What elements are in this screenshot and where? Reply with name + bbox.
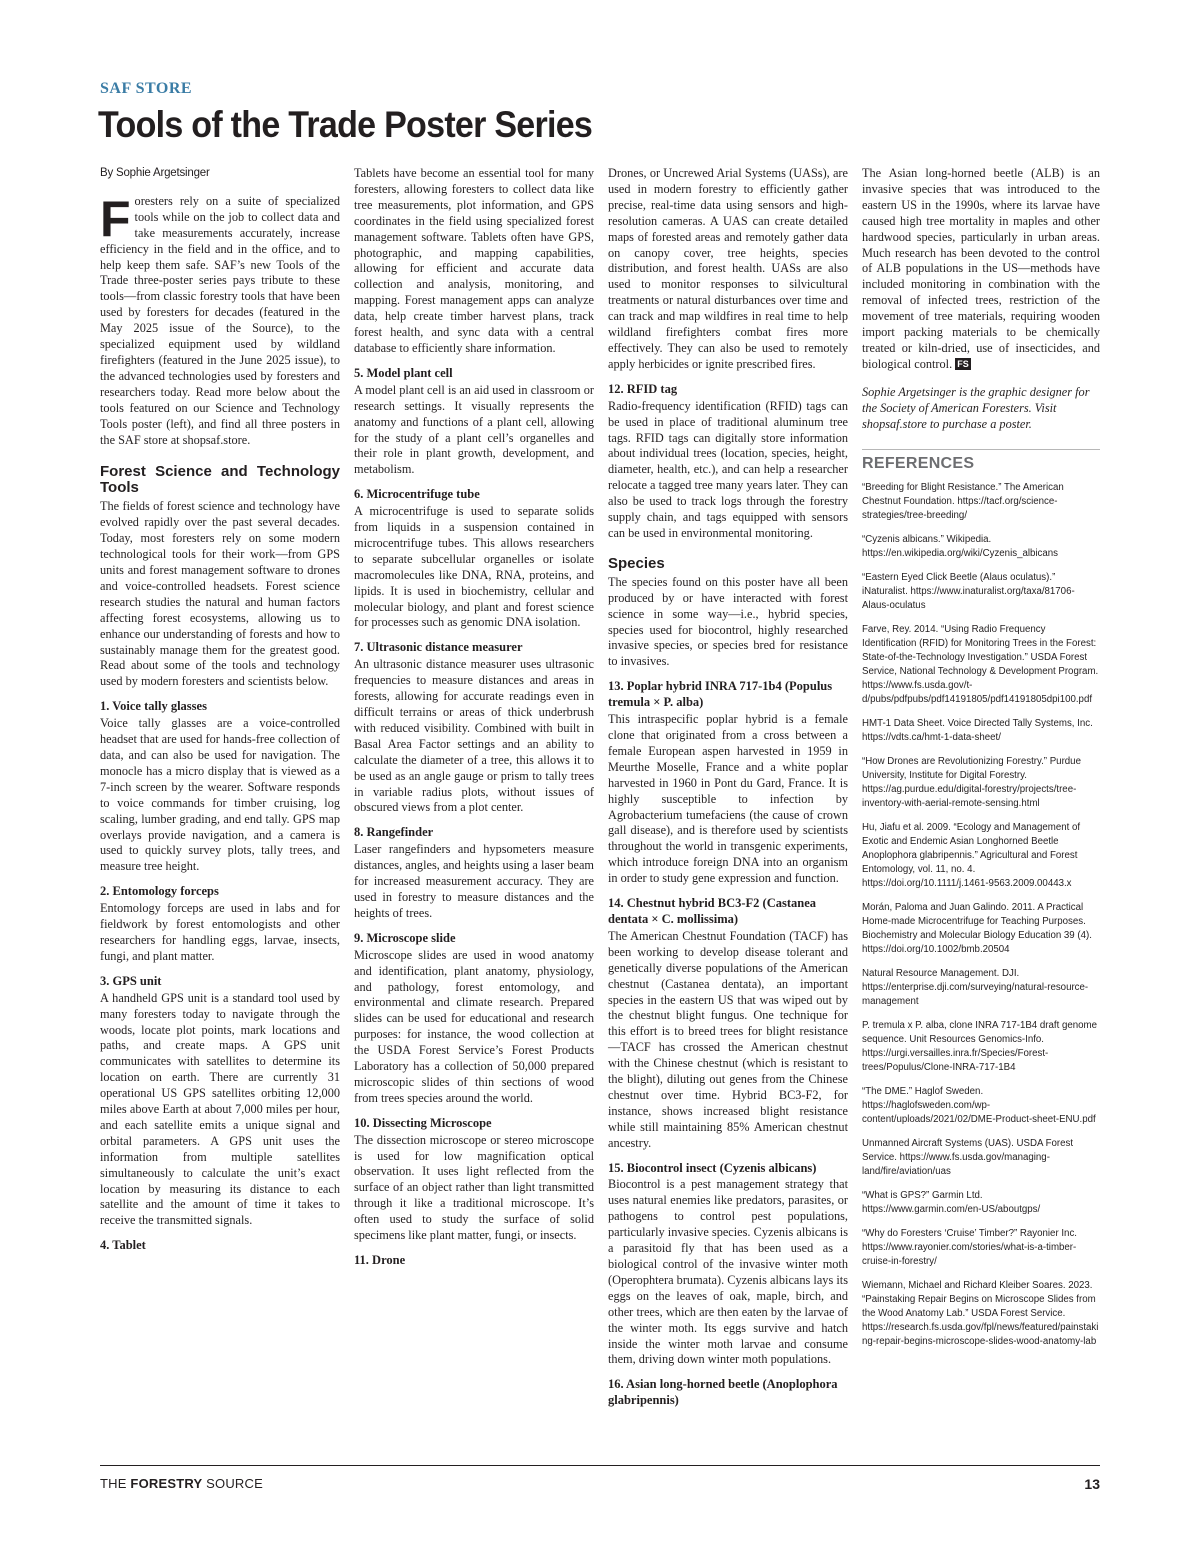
item-text: Voice tally glasses are a voice-controlled headset that are used for hands-free collection of data, and can also be used for navigation. The monocle has a micro display that is viewed as a 7-inch screen by the wearer. Software responds to voice commands for timber cruising, log scaling, lumber grading, and end tally. GPS map overlays provide navigation, and a camera is used to quickly survey plots, tally trees, and measure tree height. bbox=[100, 716, 340, 874]
column-2 bbox=[354, 166, 594, 1270]
species-heading: 14. Chestnut hybrid BC3-F2 (Castanea dentata × C. mollissima) bbox=[608, 896, 817, 926]
reference-item: HMT-1 Data Sheet. Voice Directed Tally Systems, Inc. https://vdts.ca/hmt-1-data-sheet/ bbox=[862, 718, 1093, 744]
item-heading: 12. RFID tag bbox=[608, 381, 678, 396]
reference-item: Unmanned Aircraft Systems (UAS). USDA Forest Service. https://www.fs.usda.gov/managing-land/fire/aviation/uas bbox=[862, 1138, 1074, 1178]
species-text: Biocontrol is a pest management strategy that uses natural enemies like predators, parasites, or pathogens to control pest populations, particularly invasive species. Cyzenis albicans is a parasitoid fly that has been used as a biological control of the invasive winter moth (Operophtera brumata). Cyzenis albicans lays its eggs on the leaves of oak, maple, birch, and other trees, which are then eaten by the larvae of the winter moth. Its eggs survive and hatch inside the winter moth larvae and consume them, driving down winter moth populations. bbox=[608, 1177, 848, 1367]
column-1 bbox=[100, 166, 340, 1255]
item-text: Tablets have become an essential tool for many foresters, allowing foresters to collect data like tree measurements, plot information, and GPS coordinates in the field using specialized forest management software. Tablets often have GPS, photographic, and mapping capabilities, allowing for efficient and accurate data collection and analysis, monitoring, and mapping. Forest management apps can analyze data, help create timber harvest plans, track forest health, and sync data with a central database to efficiently share information. bbox=[354, 166, 594, 355]
item-text: Radio-frequency identification (RFID) tags can be used in place of traditional aluminum tree tags. RFID tags can digitally store information about individual trees (location, species, height, diameter, health, etc.), and can help a researcher relocate a tagged tree many years later. They can also be used to track logs through the forestry supply chain, and tags equipped with sensors can be used in environmental monitoring. bbox=[608, 398, 848, 540]
item-heading: 3. GPS unit bbox=[100, 973, 162, 988]
footer-divider bbox=[100, 1465, 1100, 1466]
item-text: A handheld GPS unit is a standard tool used by many foresters today to navigate through the woods, locate plot points, mark locations and paths, and create maps. A GPS unit communicates with satellites to determine its location on earth. There are currently 31 operational US GPS satellites orbiting 12,000 miles above Earth at about 7,000 miles per hour, and each satellite emits a unique signal and orbital parameters. A GPS unit uses the information from multiple satellites simultaneously to calculate the unit’s exact location by measuring its distance to each satellite and the amount of time it takes to receive the transmitted signals. bbox=[100, 990, 340, 1228]
reference-item: “Eastern Eyed Click Beetle (Alaus oculatus).” iNaturalist. https://www.inaturalist.org/taxa/81706-Alaus-oculatus bbox=[862, 572, 1075, 612]
item-heading: 11. Drone bbox=[354, 1253, 406, 1267]
publication-name bbox=[100, 1476, 263, 1491]
reference-item: Hu, Jiafu et al. 2009. “Ecology and Management of Exotic and Endemic Asian Longhorned Beetle Anoplophora glabripennis.” Agricultural and Forest Entomology, vol. 11, no. 4. https://doi.org/10.1111/j.1461-9563.2009.00443.x bbox=[862, 822, 1081, 890]
references-heading: REFERENCES bbox=[862, 454, 975, 472]
item-heading: 7. Ultrasonic distance measurer bbox=[354, 640, 523, 655]
reference-item: “How Drones are Revolutionizing Forestry.” Purdue University, Institute for Digital Forestry. https://ag.purdue.edu/digital-forestry/projects/tree-inventory-with-aerial-remote-sensing.html bbox=[862, 756, 1081, 810]
publication-prefix: THE bbox=[100, 1476, 131, 1491]
reference-item: Farve, Rey. 2014. “Using Radio Frequency Identification (RFID) for Monitoring Trees in the Forest: State-of-the-Technology Investigation.” USDA Forest Service, National Technology & Development Program. https://www.fs.usda.gov/t-d/pubs/pdfpubs/pdf14191805/pdf14191805dpi100.pdf bbox=[862, 624, 1099, 706]
reference-item: “The DME.” Haglof Sweden. https://haglofsweden.com/wp-content/uploads/2021/02/DME-Product-sheet-ENU.pdf bbox=[862, 1086, 1096, 1126]
end-mark-badge: FS bbox=[957, 358, 969, 369]
species-heading: 13. Poplar hybrid INRA 717-1b4 (Populus tremula × P. alba) bbox=[608, 679, 833, 710]
item-heading: 8. Rangefinder bbox=[354, 825, 434, 840]
intro-text: oresters rely on a suite of specialized tools while on the job to collect data and take measurements accurately, increase efficiency in the field and in the office, and to help keep them safe. SAF’s new Tools of the Trade three-poster series pays tribute to these tools—from classic forestry tools that have been used by foresters for decades (featured in the May 2025 issue of the Source), to the specialized equipment used by wildland firefighters (featured in the June 2025 issue), to the advanced technologies used by foresters and researchers today. Read more below about the tools featured on our Science and Technology Tools poster (left), and find all three posters in the SAF store at shopsaf.store. bbox=[100, 193, 340, 447]
intro-paragraph bbox=[100, 190, 340, 449]
byline: By Sophie Argetsinger bbox=[100, 167, 210, 179]
item-heading: 2. Entomology forceps bbox=[100, 884, 219, 899]
item-text: A model plant cell is an aid used in classroom or research settings. It visually represents the anatomy and functions of a plant cell, allowing for the study of a plant cell’s organelles and their role in plant growth, development, and metabolism. bbox=[354, 382, 594, 477]
species-text-body: The Asian long-horned beetle (ALB) is an invasive species that was introduced to the eastern US in the 1990s, where its larvae have caused high tree mortality in maples and other hardwood species, particularly in urban areas. Much research has been devoted to the control of ALB populations in the US—methods have included monitoring in combination with the removal of infected trees, restriction of the movement of tree materials, requiring wooden import packing materials to be chemically treated or kiln-dried, use of insecticides, and biological control. bbox=[862, 166, 1100, 371]
item-text: The dissection microscope or stereo microscope is used for low magnification optical observation. It uses light reflected from the surface of an object rather than light transmitted through it like a traditional microscope. It’s often used to study the surface of solid specimens like plant matter, fungi, or insects. bbox=[354, 1132, 594, 1243]
section-kicker: SAF STORE bbox=[100, 80, 193, 97]
page-title: Tools of the Trade Poster Series bbox=[98, 104, 593, 145]
column-3 bbox=[608, 166, 848, 1410]
item-heading: 5. Model plant cell bbox=[354, 365, 453, 380]
species-text bbox=[862, 166, 1100, 373]
section-text-tools: The fields of forest science and technology have evolved rapidly over the past several decades. Today, most foresters rely on some modern technological tools for their work—from GPS units and forest management software to drones and voice-controlled headsets. Forest science research studies the natural and human factors affecting forest ecosystems, allowing us to enhance our understanding of forests and how to sustainably manage them for the greatest good. Read about some of the tools and technology used by modern foresters and scientists below. bbox=[100, 499, 340, 689]
item-heading: 1. Voice tally glasses bbox=[100, 699, 207, 714]
species-text: The American Chestnut Foundation (TACF) has been working to develop disease tolerant and genetically diverse populations of the American chestnut (Castanea dentata), an important species in the eastern US that was wiped out by the chestnut blight fungus. One technique for this effort is to breed trees for blight resistance—TACF has crossed the American chestnut with the Chinese chestnut (which is resistant to the blight), diluting out genes from the Chinese chestnut over time. Hybrid BC3-F2, for instance, shows increased blight resistance while still maintaining 85% American chestnut ancestry. bbox=[608, 928, 848, 1150]
publication-bold: FORESTRY bbox=[130, 1476, 203, 1491]
item-text: A microcentrifuge is used to separate solids from liquids in a suspension contained in microcentrifuge tubes. This allows researchers to separate subcellular organelles or isolate macromolecules like DNA, RNA, proteins, and lipids. It is used in biochemistry, cellular and molecular biology, and plant and forest science for processes such as genomic DNA isolation. bbox=[354, 504, 594, 630]
item-text: Microscope slides are used in wood anatomy and identification, plant anatomy, physiology, and pathology, forest entomology, and environmental and climate research. Prepared slides can be used for educational and research purposes: for instance, the wood collection at the USDA Forest Service’s Forest Products Laboratory has a collection of 50,000 prepared microscopic slides of thin sections of wood from trees species around the world. bbox=[354, 947, 594, 1105]
reference-item: “Breeding for Blight Resistance.” The American Chestnut Foundation. https://tacf.org/science-strategies/tree-breeding/ bbox=[862, 482, 1064, 522]
section-heading-species: Species bbox=[608, 554, 665, 572]
references-divider bbox=[862, 449, 1100, 450]
reference-item: “What is GPS?” Garmin Ltd. https://www.garmin.com/en-US/aboutgps/ bbox=[862, 1190, 1041, 1216]
section-heading-tools: Forest Science and Technology Tools bbox=[100, 463, 340, 497]
item-text: Drones, or Uncrewed Arial Systems (UASs), are used in modern forestry to efficiently gather precise, real-time data using sensors and high-resolution cameras. A UAS can create detailed maps of forested areas and remotely gather data on canopy cover, tree heights, species distribution, and forest health. UASs are also used to monitor responses to silvicultural treatments or natural disturbances over time and can track and map wildfires in real time to help wildland firefighters combat fires more effectively. They can also be used to remotely apply herbicides or ignite prescribed fires. bbox=[608, 166, 848, 371]
reference-item: P. tremula x P. alba, clone INRA 717-1B4 draft genome sequence. Unit Resources Genomics-Info. https://urgi.versailles.inra.fr/Species/Forest-trees/Populus/Clone-INRA-717-1B4 bbox=[862, 1020, 1097, 1074]
species-text: This intraspecific poplar hybrid is a female clone that originated from a cross between a female European aspen harvested in 1959 in Meurthe Moselle, France and a white poplar harvested in 1960 in Pont du Gard, France. It is highly susceptible to infection by Agrobacterium tumefaciens (the cause of crown gall disease), and is therefore used by scientists throughout the world in transgenic experiments, which introduce foreign DNA into an organism in order to study gene expression and function. bbox=[608, 712, 848, 886]
reference-item: “Cyzenis albicans.” Wikipedia. https://en.wikipedia.org/wiki/Cyzenis_albicans bbox=[862, 534, 1058, 560]
column-4 bbox=[862, 166, 1100, 1359]
item-heading: 10. Dissecting Microscope bbox=[354, 1115, 492, 1130]
reference-item: Morán, Paloma and Juan Galindo. 2011. A Practical Home-made Microcentrifuge for Teaching Purposes. Biochemistry and Molecular Biology Education 39 (4). https://doi.org/10.1002/bmb.20504 bbox=[862, 902, 1092, 956]
section-text-species: The species found on this poster have all been produced by or have interacted with forest science in some way—i.e., hybrid species, species used for biocontrol, highly researched invasive species, or species bred for resistance to invasives. bbox=[608, 574, 848, 669]
publication-suffix: SOURCE bbox=[202, 1476, 263, 1491]
item-heading: 4. Tablet bbox=[100, 1238, 146, 1253]
item-text: Entomology forceps are used in labs and for fieldwork by forest entomologists and other researchers for handling eggs, larvae, insects, fungi, and plant matter. bbox=[100, 901, 340, 963]
page-number: 13 bbox=[1084, 1476, 1100, 1492]
drop-cap: F bbox=[100, 190, 131, 247]
item-heading: 9. Microscope slide bbox=[354, 930, 456, 945]
species-heading: 15. Biocontrol insect (Cyzenis albicans) bbox=[608, 1160, 817, 1175]
reference-item: Natural Resource Management. DJI. https://enterprise.dji.com/surveying/natural-resource-management bbox=[862, 968, 1089, 1008]
item-text: An ultrasonic distance measurer uses ultrasonic frequencies to measure distances and areas in forests, allowing for accurate readings even in difficult terrains or areas of thick underbrush with reduced visibility. Combined with built in Basal Area Factor settings and an ability to calculate the diameter of a tree, this allows it to be used as an angle gauge or prism to tally trees in variable radius plots, without issues of obscured views from a plot center. bbox=[354, 657, 594, 815]
species-heading: 16. Asian long-horned beetle (Anoplophora glabripennis) bbox=[608, 1377, 838, 1408]
author-bio: Sophie Argetsinger is the graphic designer for the Society of American Foresters. Visit shopsaf.store to purchase a poster. bbox=[862, 384, 1090, 431]
reference-item: Wiemann, Michael and Richard Kleiber Soares. 2023. “Painstaking Repair Begins on Microscope Slides from the Wood Anatomy Lab.” USDA Forest Service. https://research.fs.usda.gov/fpl/news/featured/painstaking-repair-begins-microscope-slides-wood-anatomy-lab bbox=[862, 1280, 1099, 1348]
item-heading: 6. Microcentrifuge tube bbox=[354, 487, 480, 502]
reference-item: “Why do Foresters ‘Cruise’ Timber?” Rayonier Inc. https://www.rayonier.com/stories/what-is-a-timber-cruise-in-forestry/ bbox=[862, 1228, 1077, 1268]
item-text: Laser rangefinders and hypsometers measure distances, angles, and heights using a laser beam for increased measurement accuracy. They are used in forestry to measure distances and the heights of trees. bbox=[354, 842, 594, 920]
